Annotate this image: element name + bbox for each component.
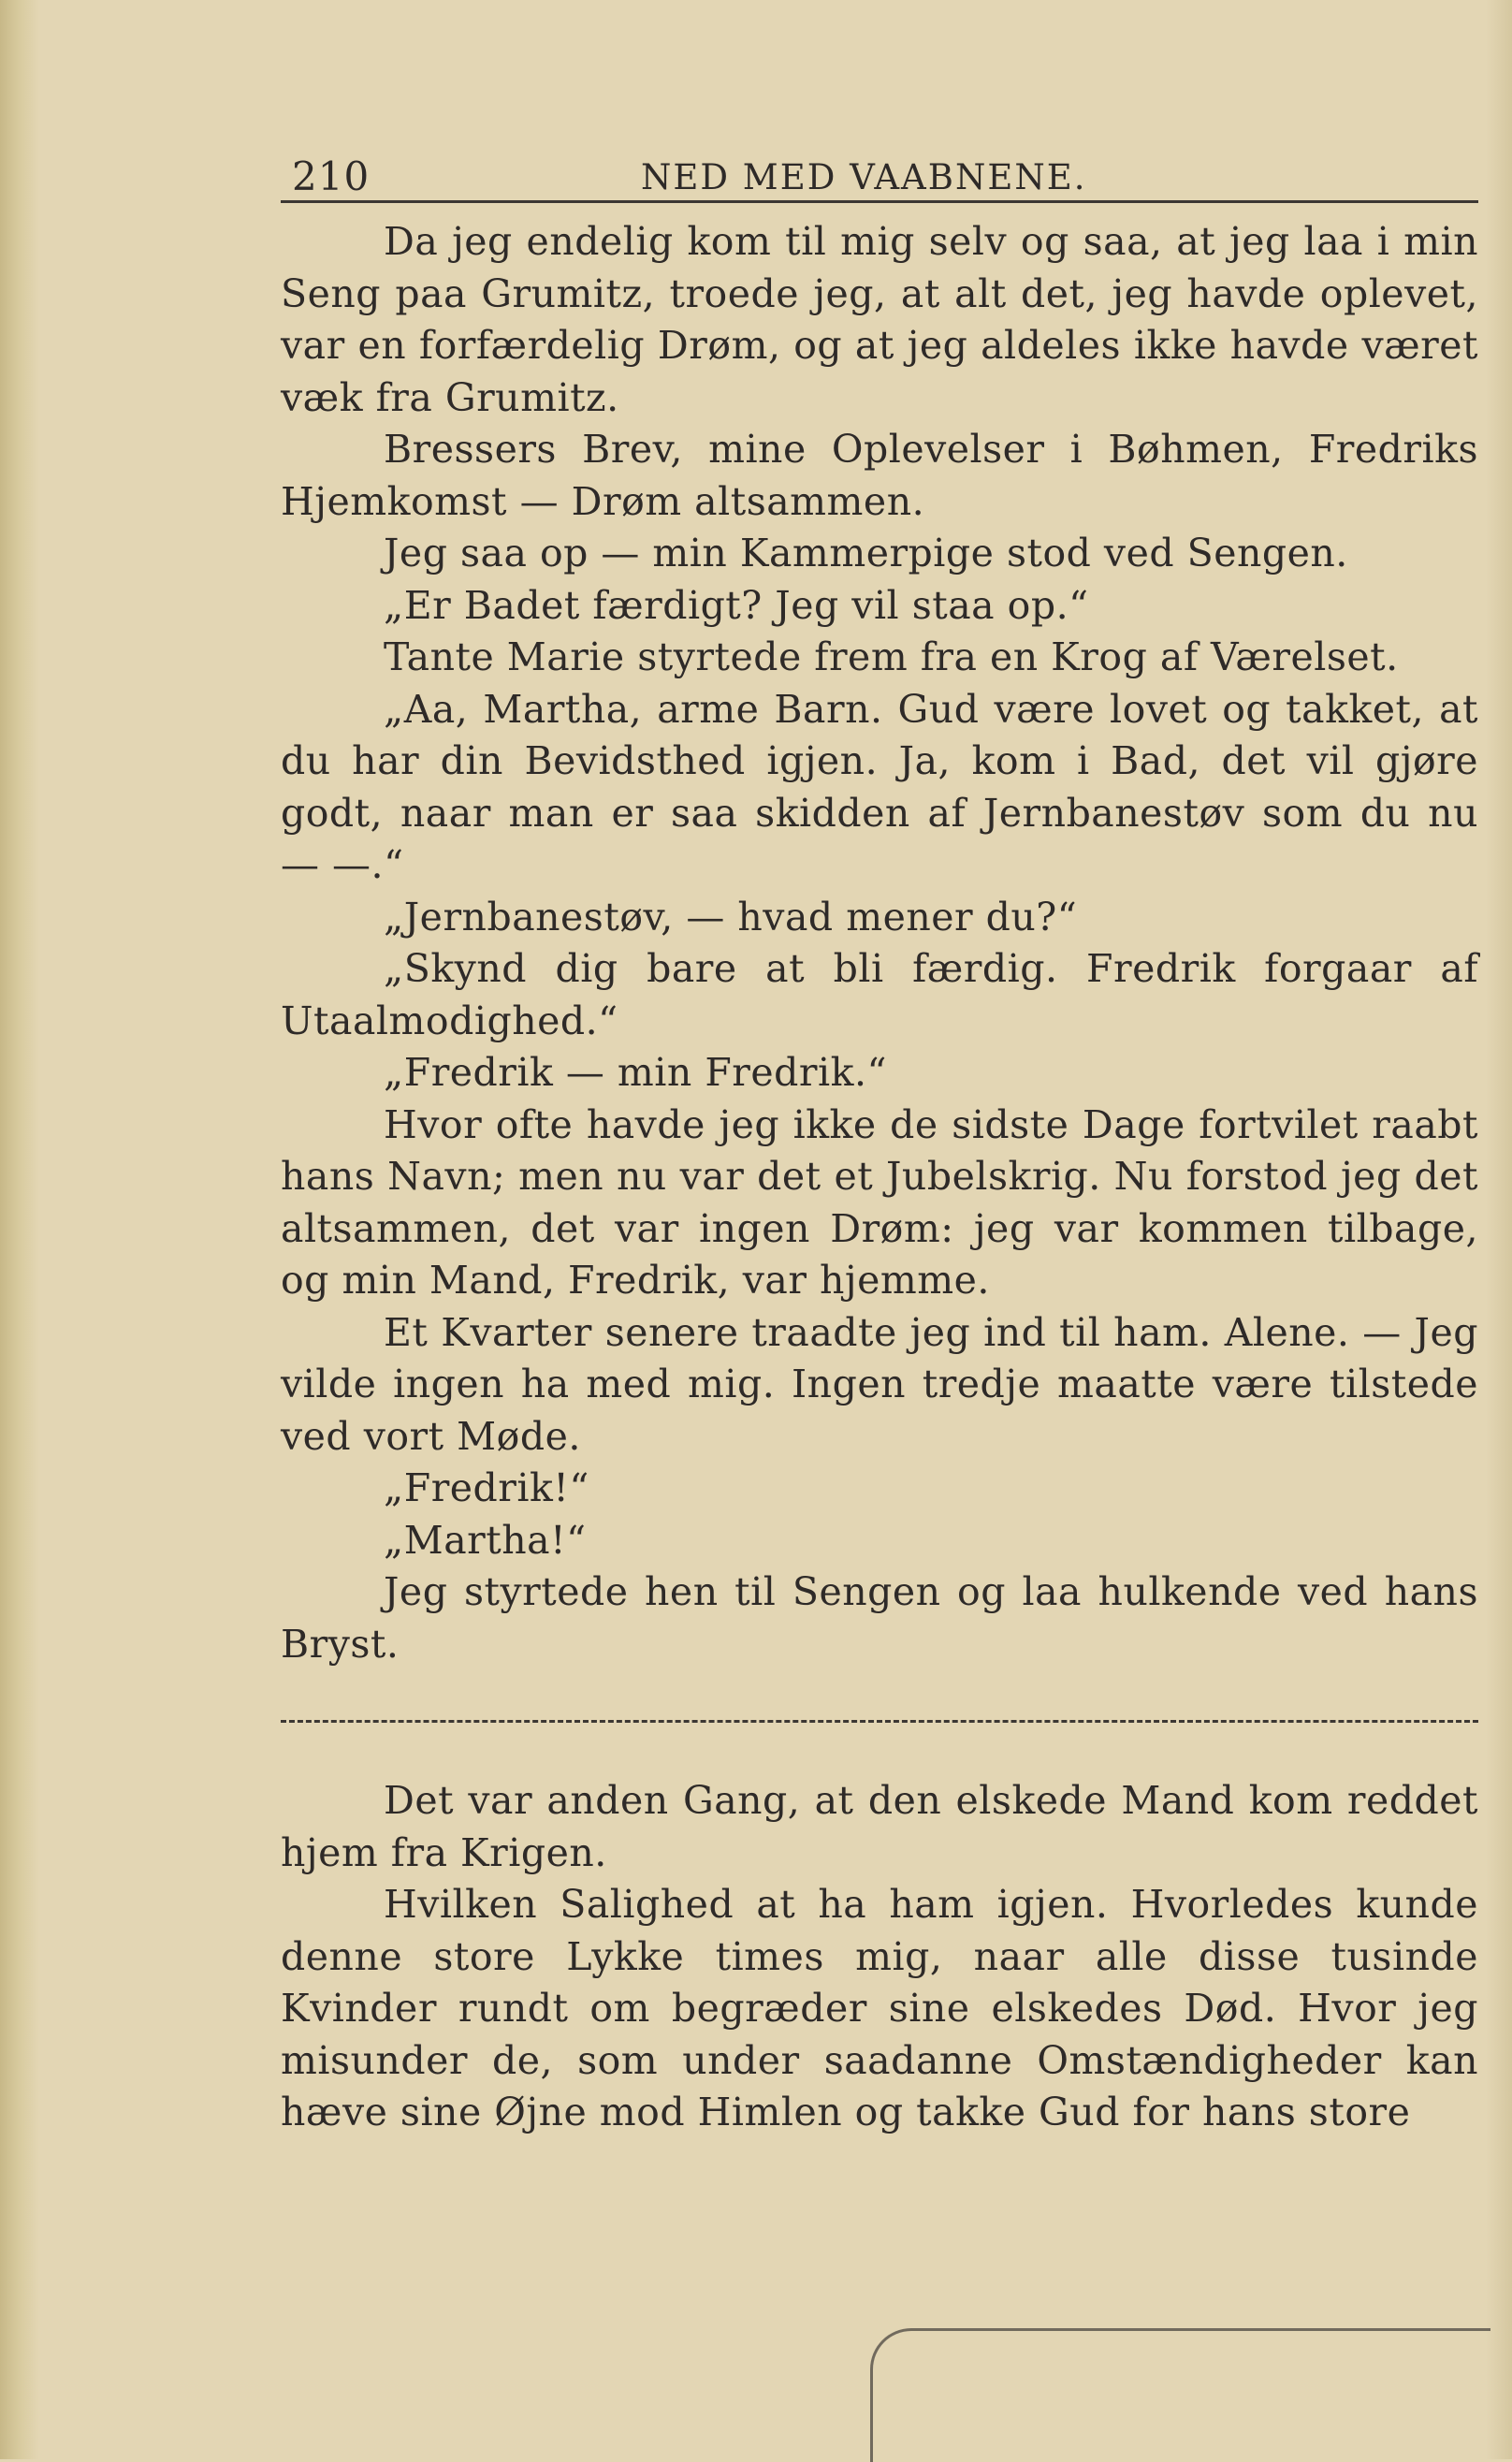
book-page xyxy=(281,140,1478,2139)
paragraph: „Fredrik — min Fredrik.“ xyxy=(384,1050,887,1095)
page-number: 210 xyxy=(292,153,371,199)
paragraph: „Er Badet færdigt? Jeg vil staa op.“ xyxy=(384,582,1089,628)
paragraph: „Skynd dig bare at bli færdig. Fredrik forgaar af Utaalmodighed.“ xyxy=(281,946,1478,1043)
page-binding-edge xyxy=(0,0,39,2459)
paragraph: Hvilken Salighed at ha ham igjen. Hvorledes kunde denne store Lykke times mig, naar alle disse tusinde Kvinder rundt om begræder sine elskedes Død. Hvor jeg misunder de, som under saadanne Omstændigheder kan hæve sine Øjne mod Himlen og takke Gud for hans store xyxy=(281,1882,1478,2134)
paragraph: Tante Marie styrtede frem fra en Krog af Værelset. xyxy=(384,634,1399,679)
running-title: NED MED VAABNENE. xyxy=(641,157,1087,197)
body-text xyxy=(281,216,1478,2139)
paragraph: Jeg styrtede hen til Sengen og laa hulkende ved hans Bryst. xyxy=(281,1569,1478,1667)
paragraph: „Fredrik!“ xyxy=(384,1465,589,1510)
page-right-edge xyxy=(1486,0,1512,2459)
paragraph: Da jeg endelig kom til mig selv og saa, at jeg laa i min Seng paa Grumitz, troede jeg, at alt det, jeg havde oplevet, var en forfærdelig Drøm, og at jeg aldeles ikke havde været væk fra Grumitz. xyxy=(281,219,1478,420)
paragraph: „Aa, Martha, arme Barn. Gud være lovet og takket, at du har din Bevidsthed igjen. Ja, kom i Bad, det vil gjøre godt, naar man er saa skidden af Jernbanestøv som du nu — —.“ xyxy=(281,686,1478,887)
paragraph: „Jernbanestøv, — hvad mener du?“ xyxy=(384,894,1078,940)
paragraph: Det var anden Gang, at den elskede Mand kom reddet hjem fra Krigen. xyxy=(281,1778,1478,1875)
paragraph: Et Kvarter senere traadte jeg ind til ham. Alene. — Jeg vilde ingen ha med mig. Ingen tredje maatte være tilstede ved vort Møde. xyxy=(281,1309,1478,1459)
dash-rule xyxy=(281,1720,1478,1723)
stamp-frame xyxy=(870,2328,1490,2462)
paragraph: Bressers Brev, mine Oplevelser i Bøhmen, Fredriks Hjemkomst — Drøm altsammen. xyxy=(281,427,1478,524)
section-break-dashes xyxy=(281,1670,1478,1775)
paragraph: Jeg saa op — min Kammerpige stod ved Sengen. xyxy=(384,531,1348,575)
running-head xyxy=(281,140,1478,203)
paragraph: „Martha!“ xyxy=(384,1517,587,1563)
paragraph: Hvor ofte havde jeg ikke de sidste Dage fortvilet raabt hans Navn; men nu var det et Jubelskrig. Nu forstod jeg det altsammen, det var ingen Drøm: jeg var kommen tilbage, og min Mand, Fredrik, var hjemme. xyxy=(281,1101,1478,1303)
